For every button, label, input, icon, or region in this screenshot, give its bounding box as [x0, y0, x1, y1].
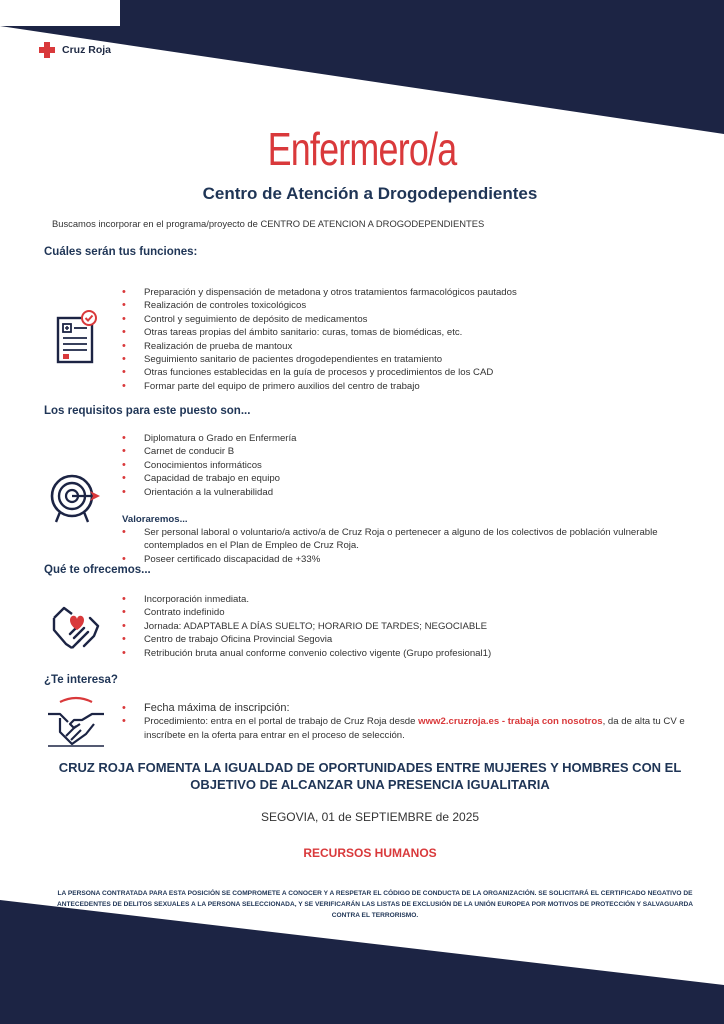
- list-item: • Jornada: ADAPTABLE A DÍAS SUELTO; HORARIO DE TARDES; NEGOCIABLE: [122, 620, 702, 633]
- legal-footer: LA PERSONA CONTRATADA PARA ESTA POSICIÓN SE COMPROMETE A CONOCER Y A RESPETAR EL CÓDIGO DE CONDUCTA DE LA ORGANIZACIÓN. SE SOLICITARÁ EL CERTIFICADO NEGATIVO DE ANTECEDENTES DE DELITOS SEXUALES A LA PERSONA SELECCIONADA, Y SE VERIFICARÁN LAS LISTAS DE EXCLUSIÓN DE LA UNIÓN EUROPEA POR MOTIVOS DE PROTECCIÓN Y SALVAGUARDA CONTRA EL TERRORISMO.: [56, 890, 694, 919]
- list-item: • Centro de trabajo Oficina Provincial Segovia: [122, 633, 702, 646]
- job-title: Enfermero/a: [267, 123, 457, 175]
- offer-heading: Qué te ofrecemos...: [44, 564, 151, 576]
- job-portal-link[interactable]: www2.cruzroja.es - trabaja con nosotros: [418, 716, 603, 728]
- cruz-roja-logo: [38, 41, 111, 59]
- document-checklist-icon: [54, 308, 100, 366]
- list-item: • Contrato indefinido: [122, 606, 702, 619]
- list-item: • Realización de prueba de mantoux: [122, 340, 702, 353]
- list-item: • Otras funciones establecidas en la guía de procesos y procedimientos de los CAD: [122, 366, 702, 379]
- list-item: • Ser personal laboral o voluntario/a activo/a de Cruz Roja o pertenecer a alguno de los colectivos de población vulnerable contemplados en el Plan de Empleo de Cruz Roja.: [122, 526, 702, 553]
- list-item: • Orientación a la vulnerabilidad: [122, 486, 702, 499]
- list-item: • Poseer certificado discapacidad de +33%: [122, 553, 702, 566]
- list-item: • Incorporación inmediata.: [122, 593, 702, 606]
- intro-text: Buscamos incorporar en el programa/proyecto de CENTRO DE ATENCION A DROGODEPENDIENTES: [52, 218, 485, 229]
- heart-hands-icon: [50, 600, 102, 652]
- functions-heading: Cuáles serán tus funciones:: [44, 246, 198, 258]
- list-item: • Capacidad de trabajo en equipo: [122, 472, 702, 485]
- list-item: • Realización de controles toxicológicos: [122, 299, 702, 312]
- job-subtitle: Centro de Atención a Drogodependientes: [202, 184, 538, 203]
- deadline-item: • Fecha máxima de inscripción:: [122, 702, 702, 715]
- interest-list: [122, 702, 702, 742]
- red-cross-icon: [38, 41, 56, 59]
- requirements-list: [122, 432, 702, 499]
- list-item: • Formar parte del equipo de primero auxilios del centro de trabajo: [122, 380, 702, 393]
- equality-statement: CRUZ ROJA FOMENTA LA IGUALDAD DE OPORTUNIDADES ENTRE MUJERES Y HOMBRES CON EL OBJETIVO DE ALCANZAR UNA PRESENCIA IGUALITARIA: [58, 760, 682, 792]
- logo-text: Cruz Roja: [62, 44, 112, 56]
- top-navy-band: [0, 0, 724, 134]
- valued-list: [122, 526, 702, 566]
- valued-heading: Valoraremos...: [122, 514, 188, 525]
- list-item: • Otras tareas propias del ámbito sanitario: curas, tomas de biomédicas, etc.: [122, 326, 702, 339]
- list-item: • Diplomatura o Grado en Enfermería: [122, 432, 702, 445]
- location-date: SEGOVIA, 01 de SEPTIEMBRE de 2025: [260, 810, 480, 824]
- requirements-heading: Los requisitos para este puesto son...: [44, 405, 251, 417]
- procedure-text-end: , da de alta tu CV e inscríbete en la oferta para entrar en el proceso de selección.: [144, 716, 685, 741]
- list-item: • Carnet de conducir B: [122, 445, 702, 458]
- target-icon: [48, 472, 104, 524]
- list-item: • Control y seguimiento de depósito de medicamentos: [122, 313, 702, 326]
- list-item: • Seguimiento sanitario de pacientes drogodependientes en tratamiento: [122, 353, 702, 366]
- offer-list: [122, 593, 702, 660]
- procedure-text: Procedimiento: entra en el portal de trabajo de Cruz Roja desde: [144, 716, 419, 728]
- department-name: RECURSOS HUMANOS: [303, 846, 437, 860]
- interest-heading: ¿Te interesa?: [44, 674, 118, 686]
- list-item: • Conocimientos informáticos: [122, 459, 702, 472]
- handshake-icon: [46, 694, 106, 750]
- functions-list: [122, 286, 702, 393]
- list-item: • Retribución bruta anual conforme convenio colectivo vigente (Grupo profesional1): [122, 647, 702, 660]
- list-item: • Preparación y dispensación de metadona y otros tratamientos farmacológicos pautados: [122, 286, 702, 299]
- procedure-item: [122, 715, 702, 742]
